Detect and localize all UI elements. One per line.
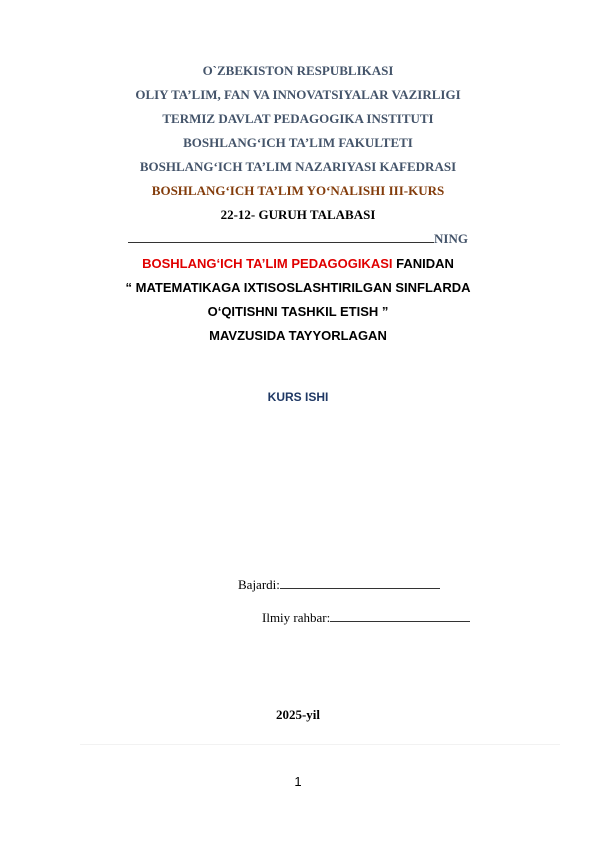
student-suffix: NING [434, 231, 468, 246]
subject-line [0, 256, 596, 272]
group-line: 22-12- GURUH TALABASI [220, 207, 376, 222]
year-line: 2025-yil [275, 707, 321, 722]
program-line: BOSHLANG‘ICH TA’LIM YO‘NALISHI III-KURS [151, 183, 445, 198]
student-name-line [0, 231, 596, 247]
supervisor-label: Ilmiy rahbar: [262, 610, 331, 625]
ministry-line: OLIY TA’LIM, FAN VA INNOVATSIYALAR VAZIRLIGI [135, 87, 461, 102]
document-type: KURS ISHI [267, 390, 329, 404]
faculty-line: BOSHLANG‘ICH TA’LIM FAKULTETI [183, 135, 413, 150]
performer-label: Bajardi: [238, 577, 280, 592]
country-line: O`ZBEKISTON RESPUBLIKASI [202, 63, 394, 78]
topic-line-1: “ MATEMATIKAGA IXTISOSLASHTIRILGAN SINFLARDA [125, 280, 471, 295]
performer-blank [280, 577, 440, 589]
department-line: BOSHLANG‘ICH TA’LIM NAZARIYASI KAFEDRASI [139, 159, 457, 174]
subject-name: BOSHLANG‘ICH TA’LIM PEDAGOGIKASI [142, 256, 393, 271]
subject-suffix: FANIDAN [392, 256, 454, 271]
supervisor-line [262, 610, 470, 626]
institute-line: TERMIZ DAVLAT PEDAGOGIKA INSTITUTI [162, 111, 434, 126]
performer-line [238, 577, 440, 593]
page-number: 1 [294, 774, 302, 789]
student-name-blank [128, 231, 434, 243]
supervisor-blank [330, 610, 470, 622]
topic-line-3: MAVZUSIDA TAYYORLAGAN [209, 328, 387, 343]
topic-line-2: O‘QITISHNI TASHKIL ETISH ” [207, 304, 389, 319]
footer-divider [80, 744, 560, 745]
